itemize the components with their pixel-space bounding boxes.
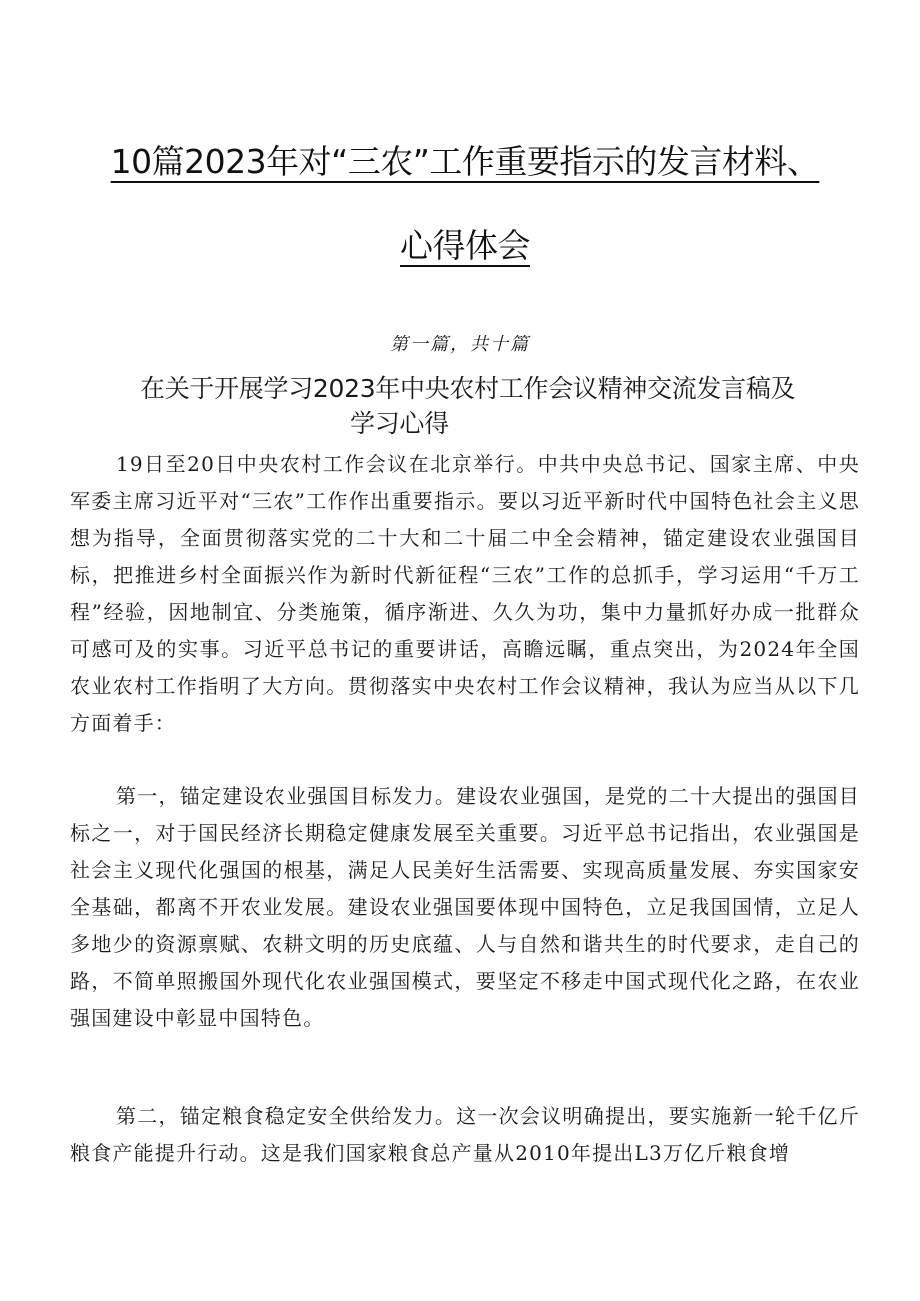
paragraph-intro: 19日至20日中央农村工作会议在北京举行。中共中央总书记、国家主席、中央军委主席习近平对“三农”工作作出重要指示。要以习近平新时代中国特色社会主义思想为指导，全面贯彻落实党的二十大和二十届二中全会精神，锚定建设农业强国目标，把推进乡村全面振兴作为新时代新征程“三农”工作的总抓手，学习运用“千万工程”经验，因地制宜、分类施策，循序渐进、久久为功，集中力量抓好办成一批群众可感可及的实事。习近平总书记的重要讲话，高瞻远瞩，重点突出，为2024年全国农业农村工作指明了大方向。贯彻落实中央农村工作会议精神，我认为应当从以下几方面着手： xyxy=(70,452,860,735)
article-title-line1: 在关于开展学习2023年中央农村工作会议精神交流发言稿及 xyxy=(140,374,796,403)
article-title-line2: 学习心得 xyxy=(350,409,449,438)
paragraph-second-point: 第二，锚定粮食稳定安全供给发力。这一次会议明确提出，要实施新一轮千亿斤粮食产能提升行动。这是我们国家粮食总产量从2010年提出L3万亿斤粮食增 xyxy=(70,1104,860,1165)
paragraph-first-point: 第一，锚定建设农业强国目标发力。建设农业强国，是党的二十大提出的强国目标之一，对于国民经济长期稳定健康发展至关重要。习近平总书记指出，农业强国是社会主义现代化强国的根基，满足人民美好生活需要、实现高质量发展、夯实国家安全基础，都离不开农业发展。建设农业强国要体现中国特色，立足我国国情，立足人多地少的资源禀赋、农耕文明的历史底蕴、人与自然和谐共生的时代要求，走自己的路，不简单照搬国外现代化农业强国模式，要坚定不移走中国式现代化之路，在农业强国建设中彰显中国特色。 xyxy=(70,784,860,1030)
section-label: 第一篇，共十篇 xyxy=(390,334,530,355)
document-title-line2: 心得体会 xyxy=(400,226,530,265)
document-title-line1: 10篇2023年对“三农”工作重要指示的发言材料、 xyxy=(110,142,820,181)
